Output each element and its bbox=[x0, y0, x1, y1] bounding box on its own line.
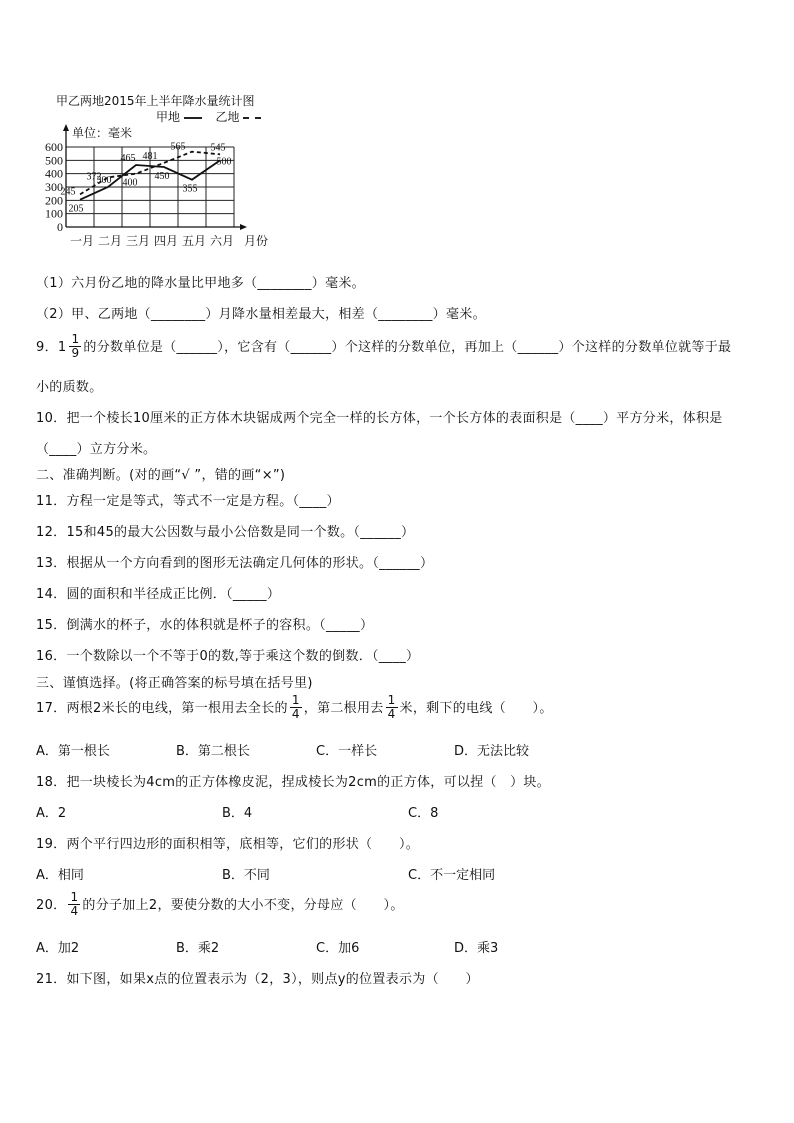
x-tick-label: 五月 bbox=[181, 234, 207, 248]
x-tick-label: 四月 bbox=[153, 234, 179, 248]
y-tick-label: 500 bbox=[45, 153, 63, 168]
question-15: 15．倒满水的杯子，水的体积就是杯子的容积。（_____） bbox=[36, 618, 374, 633]
y-tick-label: 600 bbox=[45, 140, 63, 154]
question-9-number: 9． bbox=[36, 340, 58, 355]
option-19-c[interactable]: C．不一定相同 bbox=[408, 868, 496, 883]
option-20-b[interactable]: B．乘2 bbox=[176, 941, 220, 956]
question-8-part-2: （2）甲、乙两地（________）月降水量相差最大，相差（________）毫米。 bbox=[36, 307, 486, 322]
data-label: 205 bbox=[68, 203, 84, 215]
question-16: 16．一个数除以一个不等于0的数,等于乘这个数的倒数．（____） bbox=[36, 649, 420, 664]
question-17: 17．两根2米长的电线，第一根用去全长的 $\frac{1}{4}$ ，第二根用去 $\frac{1}{4}$ 米，剩下的电线（ ）。 bbox=[36, 693, 553, 721]
y-tick-label: 200 bbox=[45, 193, 63, 208]
option-20-a[interactable]: A．加2 bbox=[36, 941, 80, 956]
data-label: 355 bbox=[182, 183, 198, 195]
option-20-c[interactable]: C．加6 bbox=[316, 941, 360, 956]
question-19: 19．两个平行四边形的面积相等，底相等，它们的形状（ ）。 bbox=[36, 837, 420, 852]
question-9-line-1: 9． 1 $\frac{1}{9}$ 的分数单位是（______），它含有（______）个这样的分数单位，再加上（______）个这样的分数单位就等于最 bbox=[36, 332, 732, 360]
x-tick-label: 六月 bbox=[209, 234, 235, 248]
question-9-line-2: 小的质数。 bbox=[36, 380, 103, 395]
option-19-a[interactable]: A．相同 bbox=[36, 868, 84, 883]
question-12: 12．15和45的最大公因数与最小公倍数是同一个数。（______） bbox=[36, 525, 415, 540]
y-tick-label: 100 bbox=[45, 206, 63, 221]
question-14: 14．圆的面积和半径成正比例．（_____） bbox=[36, 587, 281, 602]
data-label: 500 bbox=[216, 156, 232, 168]
question-13: 13．根据从一个方向看到的图形无法确定几何体的形状。（______） bbox=[36, 556, 434, 571]
chart-title: 甲乙两地2015年上半年降水量统计图 bbox=[56, 94, 255, 108]
data-label: 300 bbox=[96, 175, 112, 186]
fraction: $\frac{1}{4}$ bbox=[70, 890, 79, 918]
fraction: $\frac{1}{4}$ bbox=[387, 693, 396, 721]
question-11: 11．方程一定是等式，等式不一定是方程。（____） bbox=[36, 494, 340, 509]
mixed-number: 1 $\frac{1}{9}$ bbox=[57, 332, 80, 360]
data-label: 465 bbox=[120, 153, 136, 164]
data-label: 565 bbox=[170, 141, 186, 153]
question-8-part-1: （1）六月份乙地的降水量比甲地多（________）毫米。 bbox=[36, 276, 365, 291]
legend-label-a: 甲地 bbox=[156, 110, 181, 124]
section-3-heading: 三、谨慎选择。(将正确答案的标号填在括号里) bbox=[36, 676, 313, 691]
x-axis-arrow bbox=[240, 224, 247, 230]
option-17-c[interactable]: C．一样长 bbox=[316, 744, 378, 759]
data-label: 372 bbox=[86, 171, 102, 183]
question-10-line-2: （____）立方分米。 bbox=[36, 442, 157, 457]
x-tick-label: 三月 bbox=[125, 234, 151, 248]
x-tick-label: 一月 bbox=[69, 234, 95, 248]
option-17-a[interactable]: A．第一根长 bbox=[36, 744, 110, 759]
y-tick-label: 0 bbox=[57, 220, 63, 234]
question-18: 18．把一块棱长为4cm的正方体橡皮泥，捏成棱长为2cm的正方体，可以捏（ ）块。 bbox=[36, 775, 551, 790]
question-10-line-1: 10．把一个棱长10厘米的正方体木块锯成两个完全一样的长方体，一个长方体的表面积是（____）平方分米，体积是 bbox=[36, 411, 723, 426]
option-18-b[interactable]: B．4 bbox=[222, 806, 253, 821]
y-tick-label: 400 bbox=[45, 166, 63, 181]
option-18-c[interactable]: C．8 bbox=[408, 806, 439, 821]
data-label: 400 bbox=[122, 177, 138, 189]
option-17-b[interactable]: B．第二根长 bbox=[176, 744, 250, 759]
question-21: 21．如下图，如果x点的位置表示为（2，3），则点y的位置表示为（ ） bbox=[36, 972, 479, 987]
question-20: 20． $\frac{1}{4}$ 的分子加上2，要使分数的大小不变，分母应（ ）。 bbox=[36, 890, 404, 918]
data-label: 450 bbox=[154, 171, 170, 182]
x-axis-label: 月份 bbox=[243, 234, 269, 248]
data-label: 245 bbox=[60, 186, 76, 198]
data-label: 481 bbox=[142, 150, 158, 162]
data-label: 545 bbox=[210, 142, 226, 154]
y-axis-arrow bbox=[63, 124, 69, 131]
rainfall-line-chart bbox=[28, 122, 269, 262]
legend-dashed-line bbox=[243, 117, 261, 119]
fraction: $\frac{1}{4}$ bbox=[291, 693, 300, 721]
y-tick-label: 300 bbox=[45, 180, 63, 194]
legend-solid-line bbox=[184, 117, 202, 119]
option-17-d[interactable]: D．无法比较 bbox=[454, 744, 530, 759]
legend-label-b: 乙地 bbox=[215, 110, 240, 124]
option-20-d[interactable]: D．乘3 bbox=[454, 941, 499, 956]
option-18-a[interactable]: A．2 bbox=[36, 806, 67, 821]
unit-label: 单位：毫米 bbox=[72, 126, 133, 140]
option-19-b[interactable]: B．不同 bbox=[222, 868, 270, 883]
x-tick-label: 二月 bbox=[97, 234, 123, 248]
section-2-heading: 二、准确判断。(对的画“√ ”，错的画“×”) bbox=[36, 468, 286, 483]
